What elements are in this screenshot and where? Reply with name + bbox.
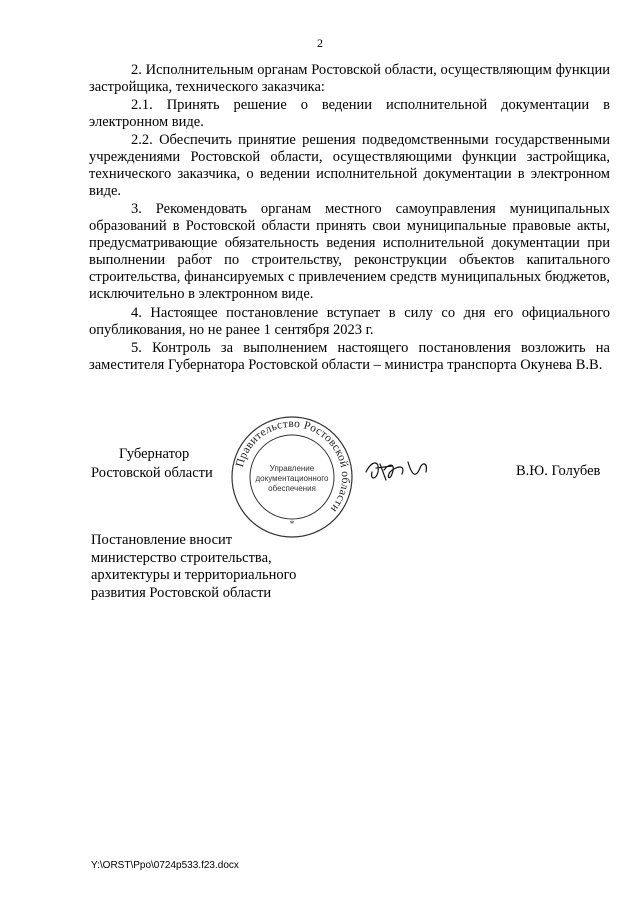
introduced-by-line2: министерство строительства, xyxy=(91,549,272,566)
introduced-by-line3: архитектуры и территориального xyxy=(91,567,297,583)
paragraph-2: 2. Исполнительным органам Ростовской области, осуществляющим функции застройщика, технического заказчика: xyxy=(89,62,610,95)
paragraph-2-2: 2.2. Обеспечить принятие решения подведомственными государственными учреждениями Ростовской области, осуществляющими функции застройщика, технического заказчика, о ведении исполнительной документации в электронном виде. xyxy=(89,132,610,199)
official-seal xyxy=(230,415,354,539)
paragraph-5: 5. Контроль за выполнением настоящего постановления возложить на заместителя Губернатора Ростовской области – министра транспорта Окунева В.В. xyxy=(89,340,610,373)
introduced-by-line4: развития Ростовской области xyxy=(91,584,272,601)
paragraph-2-1: 2.1. Принять решение о ведении исполнительной документации в электронном виде. xyxy=(89,97,610,130)
paragraph-4: 4. Настоящее постановление вступает в силу со дня его официального опубликования, но не ранее 1 сентября 2023 г. xyxy=(89,305,610,338)
signatory-position xyxy=(91,445,213,483)
introduced-by-block xyxy=(91,532,296,602)
paragraph-3: 3. Рекомендовать органам местного самоуправления муниципальных образований в Ростовской области принять свои муниципальные правовые акты, предусматривающие обязательность ведения исполнительной документации при выполнении работ по строительству, реконструкции объектов капитального строительства, финансируемых с привлечением средств муниципальных бюджетов, исключительно в электронном виде. xyxy=(89,201,610,302)
seal-inner-line3: обеспечения xyxy=(268,484,316,493)
handwritten-signature xyxy=(362,450,442,490)
signatory-position-line2: Ростовской области xyxy=(91,465,213,481)
seal-star-icon: * xyxy=(289,519,295,529)
page-number: 2 xyxy=(317,36,323,50)
signatory-name: В.Ю. Голубев xyxy=(516,463,601,479)
signatory-position-line1: Губернатор xyxy=(119,446,190,462)
seal-inner-line2: документационного xyxy=(255,474,329,483)
footer-file-path: Y:\ORST\Ppo\0724p533.f23.docx xyxy=(91,860,239,871)
introduced-by-line1: Постановление вносит xyxy=(91,532,233,548)
seal-inner-line1: Управление xyxy=(269,464,315,473)
seal-outer-text: Правительство Ростовской области xyxy=(234,417,352,515)
